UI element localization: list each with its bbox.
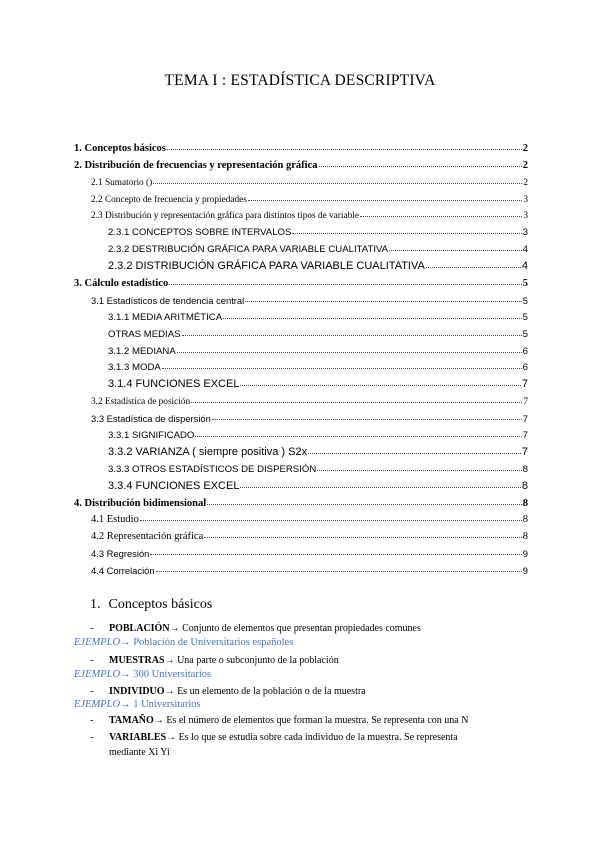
list-bullet: - — [90, 623, 94, 634]
toc-entry[interactable] — [74, 188, 528, 205]
toc-entry[interactable] — [74, 289, 528, 306]
toc-leader-dots — [191, 401, 522, 403]
toc-entry[interactable] — [74, 373, 528, 390]
toc-entry-label: 3.3.1 SIGNIFICADO — [108, 430, 195, 442]
toc-entry-page: 9 — [522, 565, 528, 577]
toc-leader-dots — [182, 334, 522, 336]
list-bullet: - — [90, 655, 94, 666]
list-bullet: - — [90, 732, 94, 743]
example-keyword: EJEMPLO — [74, 637, 121, 648]
toc-entry-page: 5 — [522, 311, 528, 323]
toc-leader-dots — [317, 469, 521, 471]
toc-entry-page: 4 — [522, 244, 528, 256]
toc-leader-dots — [153, 182, 522, 184]
toc-leader-dots — [150, 553, 521, 555]
toc-entry-page: 2 — [522, 142, 528, 154]
example-text: Población de Universitarios españoles — [130, 637, 294, 648]
toc-entry-page: 8 — [522, 514, 528, 526]
toc-leader-dots — [389, 249, 522, 251]
toc-entry-label: 3.1.4 FUNCIONES EXCEL — [108, 378, 240, 391]
toc-entry-page: 8 — [522, 497, 528, 509]
toc-entry-page: 7 — [521, 445, 528, 458]
example-text: 300 Universitarios — [130, 669, 212, 680]
toc-entry-page: 8 — [522, 531, 528, 543]
toc-entry-label: 3.3.2 VARIANZA ( siempre positiva ) S2x — [108, 445, 308, 458]
arrow: → — [169, 623, 180, 634]
toc-entry-page: 6 — [522, 345, 528, 357]
toc-entry-label: 2.3 Distribución y representación gráfica para distintos tipos de variable — [91, 211, 359, 222]
toc-entry-page: 6 — [522, 362, 528, 374]
example-line — [74, 637, 293, 648]
toc-leader-dots — [308, 452, 521, 454]
toc-entry-page: 8 — [521, 479, 528, 492]
term: INDIVIDUO — [109, 686, 165, 697]
toc-entry[interactable] — [74, 238, 528, 255]
toc-entry-label: 3.3 Estadística de dispersión — [91, 413, 211, 425]
toc-leader-dots — [248, 199, 522, 201]
toc-entry-label: 4. Distribución bidimensional — [74, 497, 207, 509]
toc-entry-label: 2.3.1 CONCEPTOS SOBRE INTERVALOS — [108, 227, 292, 239]
toc-entry[interactable] — [74, 221, 528, 238]
toc-leader-dots — [204, 536, 522, 538]
example-keyword: EJEMPLO — [74, 699, 121, 710]
toc-entry[interactable] — [74, 424, 528, 441]
toc-entry-label: 3.2 Estadística de posición — [91, 397, 191, 408]
toc-leader-dots — [162, 367, 522, 369]
toc-entry-label: 2. Distribución de frecuencias y representación gráfica — [74, 159, 318, 171]
toc-entry[interactable] — [74, 323, 528, 340]
toc-leader-dots — [207, 503, 522, 505]
term: MUESTRAS — [109, 655, 165, 666]
toc-entry-page: 5 — [522, 294, 528, 306]
toc-leader-dots — [195, 435, 521, 437]
toc-entry[interactable] — [74, 559, 528, 576]
toc-entry-label: 4.3 Regresión — [91, 548, 150, 560]
toc-entry[interactable] — [74, 154, 528, 171]
toc-entry[interactable] — [74, 509, 528, 526]
list-bullet: - — [90, 686, 94, 697]
term: POBLACIÓN — [109, 623, 170, 634]
definition: Es un elemento de la población o de la muestra — [174, 686, 366, 697]
toc-entry[interactable] — [74, 357, 528, 374]
document-title: TEMA I : ESTADÍSTICA DESCRIPTIVA — [164, 72, 436, 89]
toc-entry[interactable] — [74, 205, 528, 222]
toc-entry-page: 7 — [522, 430, 528, 442]
list-bullet: - — [90, 715, 94, 726]
toc-entry-page: 4 — [521, 260, 528, 273]
example-line — [74, 669, 211, 680]
toc-leader-dots — [169, 283, 522, 285]
toc-entry-page: 5 — [522, 328, 528, 340]
example-keyword: EJEMPLO — [74, 669, 121, 680]
toc-entry[interactable] — [74, 492, 528, 509]
toc-entry[interactable] — [74, 340, 528, 357]
toc-entry-page: 3 — [522, 227, 528, 239]
toc-entry[interactable] — [74, 441, 528, 458]
toc-leader-dots — [156, 570, 522, 572]
toc-entry-page: 7 — [521, 378, 528, 391]
toc-entry[interactable] — [74, 475, 528, 492]
definition: Es el número de elementos que forman la muestra. Se representa con una N — [163, 715, 469, 726]
arrow: → — [120, 699, 131, 710]
toc-entry-label: 2.2 Concepto de frecuencia y propiedades — [91, 194, 247, 205]
toc-entry-label: 3.1.2 MEDIANA — [108, 345, 176, 357]
toc-entry-label: 4.2 Representación gráfica — [91, 531, 204, 543]
term: TAMAÑO — [109, 715, 154, 726]
toc-entry[interactable] — [74, 255, 528, 272]
toc-leader-dots — [240, 384, 520, 386]
toc-entry-label: 3.3.4 FUNCIONES EXCEL — [108, 479, 240, 492]
toc-entry-label: 3.3.3 OTROS ESTADÍSTICOS DE DISPERSIÓN — [108, 463, 317, 475]
toc-entry-page: 9 — [522, 548, 528, 560]
toc-leader-dots — [426, 266, 521, 268]
toc-entry-label: 4.1 Estudio — [91, 514, 139, 526]
arrow: → — [164, 655, 175, 666]
toc-leader-dots — [245, 300, 522, 302]
toc-leader-dots — [223, 317, 522, 319]
term: VARIABLES — [109, 732, 167, 743]
example-line — [74, 699, 201, 710]
arrow: → — [153, 715, 164, 726]
arrow: → — [166, 732, 177, 743]
toc-entry-page: 5 — [522, 278, 528, 290]
toc-entry-page: 3 — [523, 211, 528, 222]
arrow: → — [164, 686, 175, 697]
toc-entry-label: 2.3.2 DISTRIBUCIÓN GRÁFICA PARA VARIABLE CUALITATIVA — [108, 260, 425, 273]
toc-entry-label: OTRAS MEDIAS — [108, 328, 181, 340]
toc-leader-dots — [177, 351, 522, 353]
toc-entry-label: 1. Conceptos básicos — [74, 142, 166, 154]
toc-entry[interactable] — [74, 542, 528, 559]
section-number: 1. — [90, 597, 101, 612]
toc-entry-page: 2 — [523, 177, 528, 188]
definition: Es lo que se estudia sobre cada individuo de la muestra. Se representa — [176, 732, 458, 743]
definition: Conjunto de elementos que presentan propiedades comunes — [179, 623, 421, 634]
toc-entry-label: 3.1.1 MEDIA ARITMÉTICA — [108, 311, 223, 323]
toc-entry-label: 4.4 Correlación — [91, 565, 155, 577]
toc-entry[interactable] — [74, 272, 528, 289]
toc-leader-dots — [292, 232, 521, 234]
toc-entry-page: 7 — [522, 413, 528, 425]
toc-entry-label: 3. Cálculo estadístico — [74, 278, 169, 290]
definition-continued: mediante Xi Yi — [109, 747, 170, 758]
toc-entry-page: 8 — [522, 463, 528, 475]
toc-leader-dots — [212, 418, 522, 420]
toc-entry-page: 7 — [523, 397, 528, 408]
toc-leader-dots — [319, 165, 522, 167]
list-item-continuation — [109, 746, 170, 759]
toc-entry-label: 3.1.3 MODA — [108, 362, 161, 374]
arrow: → — [120, 669, 131, 680]
table-of-contents — [74, 137, 528, 576]
toc-entry-page: 3 — [523, 194, 528, 205]
toc-entry[interactable] — [74, 306, 528, 323]
toc-entry[interactable] — [74, 171, 528, 188]
toc-entry-page: 2 — [522, 159, 528, 171]
definition: Una parte o subconjunto de la población — [174, 655, 339, 666]
toc-entry-label: 2.1 Sumatorio () — [91, 177, 153, 188]
toc-entry[interactable] — [74, 458, 528, 475]
example-text: 1 Universitarios — [130, 699, 201, 710]
toc-leader-dots — [240, 486, 520, 488]
toc-leader-dots — [167, 148, 522, 150]
toc-leader-dots — [140, 519, 522, 521]
toc-entry[interactable] — [74, 407, 528, 424]
section-title: Conceptos básicos — [108, 597, 213, 612]
section-heading — [90, 597, 212, 613]
toc-entry[interactable] — [74, 137, 528, 154]
arrow: → — [120, 637, 131, 648]
toc-entry-label: 2.3.2 DESTRIBUCIÓN GRÁFICA PARA VARIABLE CUALITATIVA — [108, 244, 389, 256]
toc-entry[interactable] — [74, 525, 528, 542]
toc-entry[interactable] — [74, 390, 528, 407]
toc-leader-dots — [360, 215, 522, 217]
toc-entry-label: 3.1 Estadísticos de tendencia central — [91, 294, 245, 306]
